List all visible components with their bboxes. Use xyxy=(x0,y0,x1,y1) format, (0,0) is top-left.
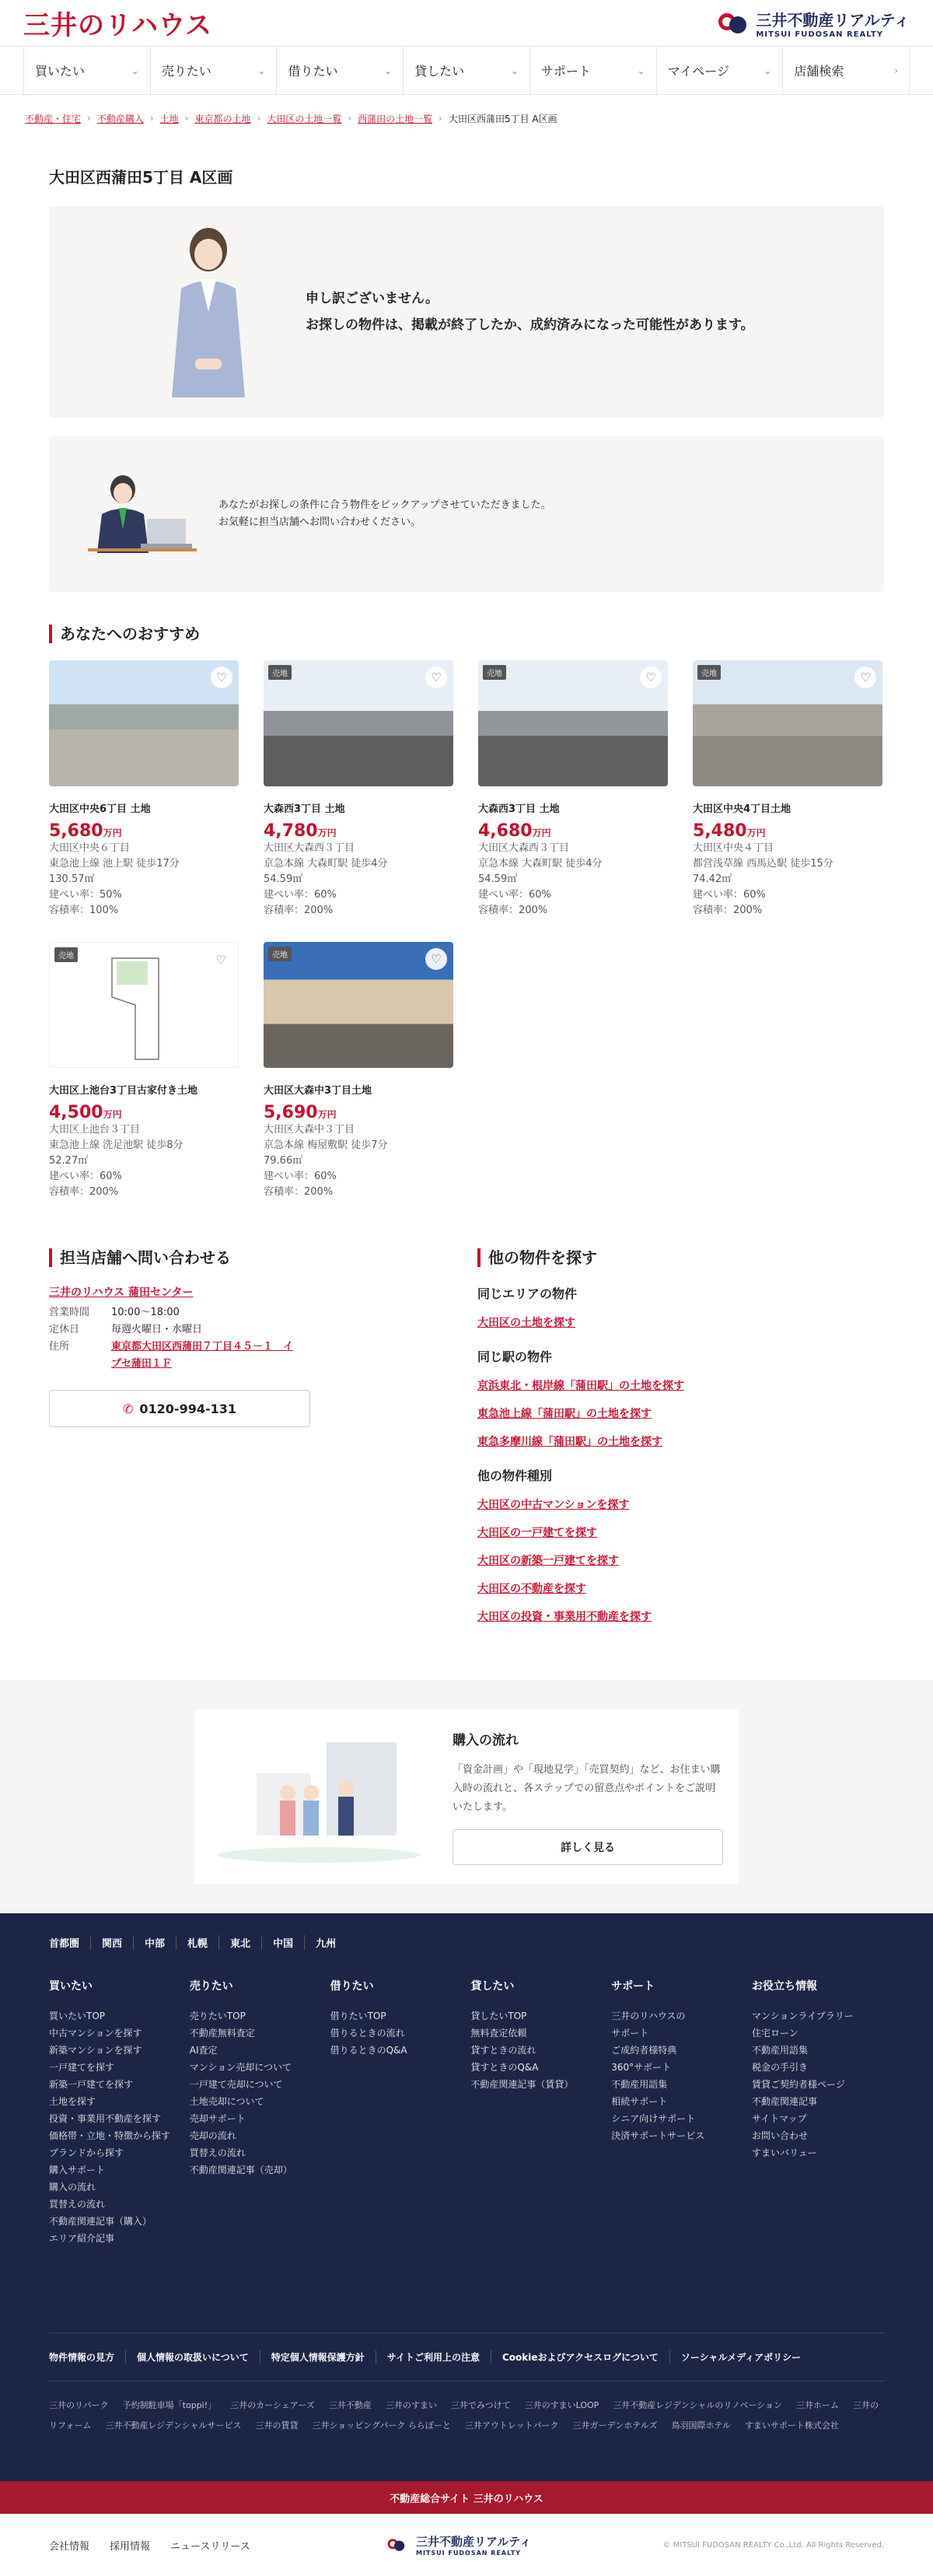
footer-column xyxy=(330,1978,463,2247)
footer-link[interactable]: 新築一戸建てを探す xyxy=(49,2079,134,2090)
site-logo[interactable]: 三井のリハウス xyxy=(23,10,212,41)
staff-at-laptop-illustration xyxy=(80,467,197,561)
property-badge: 売地 xyxy=(483,665,506,680)
footer-link[interactable]: サポート xyxy=(611,2028,649,2039)
policy-link[interactable]: 物件情報の見方 xyxy=(49,2350,126,2364)
group-company-link[interactable]: 三井のリフォーム xyxy=(49,2400,879,2431)
footer-link[interactable]: 不動産関連記事（売却） xyxy=(189,2165,292,2175)
footer-link[interactable]: 売却サポート xyxy=(189,2113,246,2124)
footer-link[interactable]: ブランドから探す xyxy=(49,2147,124,2158)
corporate-mark-icon xyxy=(718,9,748,38)
footer-link[interactable]: 不動産関連記事（賃貸） xyxy=(470,2079,574,2090)
bottom-bar xyxy=(0,2514,933,2576)
group-company-link[interactable]: 三井の賃貸 xyxy=(255,2420,299,2431)
footer-link[interactable]: 新築マンションを探す xyxy=(49,2045,142,2056)
group-company-link[interactable]: 三井のカーシェアーズ xyxy=(230,2400,315,2410)
property-badge: 売地 xyxy=(54,947,78,962)
group-company-link[interactable]: 三井ショッピングパーク ららぽーと xyxy=(312,2420,451,2431)
gnav-mypage[interactable]: マイページ ⌄ xyxy=(656,47,783,94)
footer-link[interactable]: エリア紹介記事 xyxy=(49,2233,115,2244)
contact-store-section: 担当店舗へ問い合わせる 三井のリハウス 蒲田センター 営業時間 10:00〜18:00 定休日 毎週火曜日・水曜日 住所 東京都大田区西蒲田７丁目４５－１ イ プセ蒲田１Ｆ ✆ 0120-994-131 xyxy=(49,1216,477,1636)
footer-link[interactable]: 価格帯・立地・特徴から探す xyxy=(49,2130,171,2141)
group-company-link[interactable]: 鳥羽国際ホテル xyxy=(671,2420,731,2431)
gnav-sell[interactable]: 売りたい ⌄ xyxy=(150,47,277,94)
footer-column xyxy=(470,1978,603,2247)
other-properties-section: 他の物件を探す 同じエリアの物件 大田区の土地を探す 同じ駅の物件 京浜東北・根岸線「蒲田駅」の土地を探す 東急池上線「蒲田駅」の土地を探す 東急多摩川線「蒲田駅」の土地を探す 他の物件種別 大田区の中古マンションを探す 大田区の一戸建てを探す 大田区の新築一戸建てを探す 大田区の不動産を探す 大田区の投資・事業用不動産を探す xyxy=(477,1216,884,1636)
station-search-link[interactable]: 京浜東北・根岸線「蒲田駅」の土地を探す xyxy=(477,1380,684,1392)
phone-button[interactable]: ✆ 0120-994-131 xyxy=(49,1390,310,1427)
policy-links xyxy=(49,2333,884,2381)
footer-link[interactable]: 一戸建て売却について xyxy=(189,2079,283,2090)
chevron-down-icon: ⌄ xyxy=(257,65,266,76)
footer-column xyxy=(752,1978,884,2247)
type-search-link[interactable]: 大田区の中古マンションを探す xyxy=(477,1499,630,1511)
footer-link[interactable]: お問い合わせ xyxy=(751,2130,808,2141)
footer-link[interactable]: 360°サポート xyxy=(611,2062,672,2073)
region-link[interactable]: 九州 xyxy=(316,1938,337,1950)
purchase-flow-title: 購入の流れ xyxy=(453,1732,519,1748)
footer-link[interactable]: 決済サポートサービス xyxy=(611,2130,705,2141)
footer-column-heading[interactable]: 借りたい xyxy=(330,1980,374,1993)
group-company-link[interactable]: 三井のすまいLOOP xyxy=(524,2400,599,2410)
region-link[interactable]: 中国 xyxy=(262,1935,305,1950)
property-card[interactable]: ♡ 大田区中央6丁目 土地 5,680万円 大田区中央６丁目 東急池上線 池上駅 徒歩17分 130.57㎡ 建ぺい率：50% 容積率：100% xyxy=(49,660,239,919)
footer-link[interactable]: 三井のリハウスの xyxy=(611,2011,686,2021)
type-search-link[interactable]: 大田区の新築一戸建てを探す xyxy=(477,1555,619,1567)
region-link[interactable]: 札幌 xyxy=(176,1935,219,1950)
footer-link[interactable]: 買いたいTOP xyxy=(49,2011,106,2021)
footer-link[interactable]: 売りたいTOP xyxy=(189,2011,246,2021)
gnav-support[interactable]: サポート ⌄ xyxy=(529,47,656,94)
breadcrumb-separator: › xyxy=(439,113,442,124)
property-photo xyxy=(693,660,882,786)
footer-link[interactable]: 借りたいTOP xyxy=(330,2011,386,2021)
type-search-link[interactable]: 大田区の不動産を探す xyxy=(477,1583,586,1595)
favorite-heart-icon[interactable]: ♡ xyxy=(425,948,447,970)
property-card[interactable]: 売地 ♡ 大田区大森中3丁目土地 5,690万円 大田区大森中３丁目 京急本線 梅屋敷駅 徒歩7分 79.66㎡ 建ぺい率：60% 容積率：200% xyxy=(264,942,453,1200)
footer-link[interactable]: 貸すときのQ&A xyxy=(470,2062,539,2073)
footer-column xyxy=(49,1978,181,2247)
property-badge: 売地 xyxy=(697,665,721,680)
footer-column-heading[interactable]: サポート xyxy=(611,1980,655,1993)
property-photo xyxy=(264,942,453,1068)
phone-icon: ✆ xyxy=(122,1401,134,1416)
gnav-buy[interactable]: 買いたい ⌄ xyxy=(23,47,150,94)
group-company-link[interactable]: 三井アウトレットパーク xyxy=(464,2420,559,2431)
property-badge: 売地 xyxy=(268,947,292,961)
policy-link[interactable]: ソーシャルメディアポリシー xyxy=(680,2352,802,2363)
contact-heading: 担当店舗へ問い合わせる xyxy=(49,1248,477,1267)
footer-link[interactable]: 貸すときの流れ xyxy=(470,2045,536,2056)
area-search-link[interactable]: 大田区の土地を探す xyxy=(477,1317,575,1329)
property-photo xyxy=(49,660,239,786)
group-company-link[interactable]: 三井ガーデンホテルズ xyxy=(572,2420,658,2431)
breadcrumb-separator: › xyxy=(184,113,189,124)
property-price: 5,480万円 xyxy=(693,821,766,841)
footer-link[interactable]: 貸したいTOP xyxy=(470,2011,527,2021)
footer-column-heading[interactable]: 買いたい xyxy=(49,1980,93,1993)
region-link[interactable]: 東北 xyxy=(219,1935,262,1950)
bowing-staff-illustration xyxy=(158,219,259,405)
gnav-lease[interactable]: 貸したい ⌄ xyxy=(403,47,529,94)
property-price: 4,780万円 xyxy=(264,821,337,841)
corporate-logo[interactable] xyxy=(718,8,910,39)
chevron-down-icon: ⌄ xyxy=(510,65,519,76)
property-card[interactable]: 売地 ♡ 大田区上池台3丁目古家付き土地 4,500万円 大田区上池台３丁目 東急池上線 洗足池駅 徒歩8分 52.27㎡ 建ぺい率：60% 容積率：200% xyxy=(49,942,239,1200)
breadcrumb-separator: › xyxy=(348,113,352,124)
company-info-link[interactable]: 会社情報 xyxy=(49,2540,90,2553)
footer-link[interactable]: すまいバリュー xyxy=(751,2147,817,2158)
purchase-flow-illustration xyxy=(210,1727,428,1867)
breadcrumb xyxy=(0,95,933,142)
breadcrumb-link[interactable]: 大田区の土地一覧 xyxy=(267,113,342,124)
corporate-name-en: MITSUI FUDOSAN REALTY xyxy=(756,30,884,39)
footer-link[interactable]: 中古マンションを探す xyxy=(49,2028,142,2039)
region-link[interactable]: 関西 xyxy=(91,1935,134,1950)
footer-link[interactable]: 購入サポート xyxy=(49,2165,106,2175)
footer-columns xyxy=(49,1978,884,2247)
footer-link[interactable]: 税金の手引き xyxy=(751,2062,808,2073)
footer-link[interactable]: 賃貸ご契約者様ページ xyxy=(751,2079,845,2090)
footer-link[interactable]: シニア向けサポート xyxy=(611,2113,696,2124)
chevron-down-icon: ⌄ xyxy=(637,65,645,76)
favorite-heart-icon[interactable]: ♡ xyxy=(854,667,876,688)
footer-link[interactable]: マンションライブラリー xyxy=(751,2011,854,2021)
group-company-link[interactable]: 三井不動産レジデンシャルのリノベーション xyxy=(613,2400,783,2410)
footer-link[interactable]: サイトマップ xyxy=(751,2113,807,2124)
type-search-link[interactable]: 大田区の投資・事業用不動産を探す xyxy=(477,1611,652,1623)
footer-link[interactable]: 購入の流れ xyxy=(49,2182,96,2193)
region-links xyxy=(49,1935,884,1950)
station-search-link[interactable]: 東急池上線「蒲田駅」の土地を探す xyxy=(477,1408,652,1420)
favorite-heart-icon[interactable]: ♡ xyxy=(211,667,232,688)
breadcrumb-link[interactable]: 土地 xyxy=(159,113,179,124)
breadcrumb-link[interactable]: 西蒲田の土地一覧 xyxy=(358,113,433,124)
notice-message: 申し訳ございません。 お探しの物件は、掲載が終了したか、成約済みになった可能性があります。 xyxy=(306,291,754,333)
footer-link[interactable]: 借りるときの流れ xyxy=(330,2028,405,2039)
property-price: 5,690万円 xyxy=(264,1103,337,1122)
footer-link[interactable]: 不動産無料査定 xyxy=(189,2028,255,2039)
favorite-heart-icon[interactable]: ♡ xyxy=(640,667,662,688)
footer-column xyxy=(190,1978,322,2247)
site-footer xyxy=(0,1913,933,2481)
property-photo xyxy=(478,660,668,786)
corporate-name: 三井不動産リアルティ xyxy=(756,10,910,30)
group-company-link[interactable]: 三井不動産 xyxy=(328,2400,372,2410)
group-company-link[interactable]: 予約制駐車場「toppi!」 xyxy=(122,2400,217,2410)
footer-link[interactable]: ご成約者様特典 xyxy=(611,2045,677,2056)
region-link[interactable]: 中部 xyxy=(134,1935,176,1950)
recruit-link[interactable]: 採用情報 xyxy=(110,2540,151,2553)
breadcrumb-link[interactable]: 不動産購入 xyxy=(96,113,144,124)
purchase-flow-description: 「資金計画」や「現地見学」「売買契約」など、お住まい購入時の流れと、各ステップでの留意点やポイントをご説明いたします。 xyxy=(453,1763,721,1813)
page-title: 大田区西蒲田5丁目 A区画 xyxy=(49,168,233,187)
footer-link[interactable]: 相続サポート xyxy=(611,2096,668,2107)
footer-link[interactable]: 投資・事業用不動産を探す xyxy=(49,2113,162,2124)
property-badge: 売地 xyxy=(268,665,292,680)
news-release-link[interactable]: ニュースリリース xyxy=(170,2540,250,2553)
purchase-flow-banner xyxy=(0,1680,933,1913)
group-company-link[interactable]: すまいサポート株式会社 xyxy=(744,2420,839,2431)
property-price: 4,500万円 xyxy=(49,1103,122,1122)
chevron-down-icon: ⌄ xyxy=(131,65,139,76)
chevron-down-icon: ⌄ xyxy=(384,65,393,76)
store-name-link[interactable]: 三井のリハウス 蒲田センター xyxy=(49,1286,194,1299)
property-photo xyxy=(264,660,453,786)
recommend-heading: あなたへのおすすめ xyxy=(49,625,884,643)
footer-link[interactable]: 借りるときのQ&A xyxy=(330,2045,407,2056)
region-link[interactable]: 首都圏 xyxy=(49,1935,91,1950)
policy-link[interactable]: 特定個人情報保護方針 xyxy=(260,2350,376,2364)
store-address-link[interactable]: 東京都大田区西蒲田７丁目４５－１ イ プセ蒲田１Ｆ xyxy=(111,1341,294,1370)
footer-link[interactable]: 住宅ローン xyxy=(751,2028,798,2039)
breadcrumb-separator: › xyxy=(149,113,154,124)
policy-link[interactable]: Cookieおよびアクセスログについて xyxy=(491,2350,670,2364)
group-company-links xyxy=(49,2381,884,2436)
footer-link[interactable]: AI査定 xyxy=(189,2045,218,2056)
pickup-message: あなたがお探しの条件に合う物件をピックアップさせていただきました。 お気軽に担当店舗へお問い合わせください。 xyxy=(49,436,884,592)
group-company-link[interactable]: 三井のリパーク xyxy=(49,2400,109,2410)
footer-column-heading[interactable]: 貸したい xyxy=(470,1980,515,1993)
footer-column-heading[interactable]: 売りたい xyxy=(189,1980,233,1993)
breadcrumb-link[interactable]: 不動産・住宅 xyxy=(25,113,82,124)
property-plan-image xyxy=(49,942,239,1068)
type-search-link[interactable]: 大田区の一戸建てを探す xyxy=(477,1527,597,1539)
footer-link[interactable]: 一戸建てを探す xyxy=(49,2062,115,2073)
site-band: 不動産総合サイト 三井のリハウス xyxy=(0,2481,933,2514)
chevron-right-icon: › xyxy=(894,65,899,76)
footer-link[interactable]: 買替えの流れ xyxy=(189,2147,246,2158)
corporate-mark-icon xyxy=(388,2536,406,2554)
footer-link[interactable]: マンション売却について xyxy=(189,2062,292,2073)
footer-link[interactable]: 土地を探す xyxy=(49,2096,96,2107)
global-nav xyxy=(0,47,933,95)
footer-link[interactable]: 不動産関連記事（購入） xyxy=(49,2216,152,2227)
favorite-heart-icon[interactable]: ♡ xyxy=(210,949,232,971)
favorite-heart-icon[interactable]: ♡ xyxy=(425,667,447,688)
property-price: 4,680万円 xyxy=(478,821,551,841)
footer-link[interactable]: 不動産用語集 xyxy=(751,2045,808,2056)
gnav-rent[interactable]: 借りたい ⌄ xyxy=(276,47,403,94)
breadcrumb-separator: › xyxy=(87,113,91,124)
footer-link[interactable]: 不動産関連記事 xyxy=(751,2096,817,2107)
footer-link[interactable]: 不動産用語集 xyxy=(611,2079,668,2090)
chevron-down-icon: ⌄ xyxy=(764,65,772,76)
footer-column-heading[interactable]: お役立ち情報 xyxy=(751,1980,817,1993)
gnav-store-search[interactable]: 店舗検索 › xyxy=(782,47,910,94)
not-found-notice xyxy=(49,206,884,418)
property-card[interactable]: 売地 ♡ 大田区中央4丁目土地 5,480万円 大田区中央４丁目 都営浅草線 西馬込駅 徒歩15分 74.42㎡ 建ぺい率：60% 容積率：200% xyxy=(693,660,882,919)
footer-column xyxy=(611,1978,743,2247)
property-price: 5,680万円 xyxy=(49,821,122,841)
site-header xyxy=(0,0,933,47)
property-card[interactable]: 売地 ♡ 大森西3丁目 土地 4,680万円 大田区大森西３丁目 京急本線 大森町駅 徒歩4分 54.59㎡ 建ぺい率：60% 容積率：200% xyxy=(478,660,668,919)
footer-link[interactable]: 売却の流れ xyxy=(189,2130,236,2141)
other-properties-heading: 他の物件を探す xyxy=(477,1248,884,1267)
group-company-link[interactable]: 三井でみつけて xyxy=(450,2400,511,2410)
purchase-flow-more-button[interactable]: 詳しく見る xyxy=(453,1829,723,1865)
footer-link[interactable]: 買替えの流れ xyxy=(49,2199,106,2210)
footer-corporate-logo[interactable]: 三井不動産リアルティ MITSUI FUDOSAN REALTY xyxy=(382,2530,531,2560)
policy-link[interactable]: 個人情報の取扱いについて xyxy=(126,2350,260,2364)
station-search-link[interactable]: 東急多摩川線「蒲田駅」の土地を探す xyxy=(477,1436,662,1448)
group-company-link[interactable]: 三井ホーム xyxy=(796,2400,840,2410)
main-content xyxy=(0,165,933,1636)
group-company-link[interactable]: 三井のすまい xyxy=(385,2400,437,2410)
breadcrumb-current: 大田区西蒲田5丁目 A区画 xyxy=(448,113,557,124)
recommend-list xyxy=(49,660,884,1200)
footer-link[interactable]: 無料査定依頼 xyxy=(470,2028,527,2039)
breadcrumb-separator: › xyxy=(257,113,261,124)
breadcrumb-link[interactable]: 東京都の土地 xyxy=(194,113,251,124)
footer-link[interactable]: 土地売却について xyxy=(189,2096,264,2107)
copyright: © MITSUI FUDOSAN REALTY Co.,Ltd. All Rights Reserved. xyxy=(662,2540,884,2550)
group-company-link[interactable]: 三井不動産レジデンシャルサービス xyxy=(105,2420,242,2431)
policy-link[interactable]: サイトご利用上の注意 xyxy=(376,2350,491,2364)
property-card[interactable]: 売地 ♡ 大森西3丁目 土地 4,780万円 大田区大森西３丁目 京急本線 大森町駅 徒歩4分 54.59㎡ 建ぺい率：60% 容積率：200% xyxy=(264,660,453,919)
